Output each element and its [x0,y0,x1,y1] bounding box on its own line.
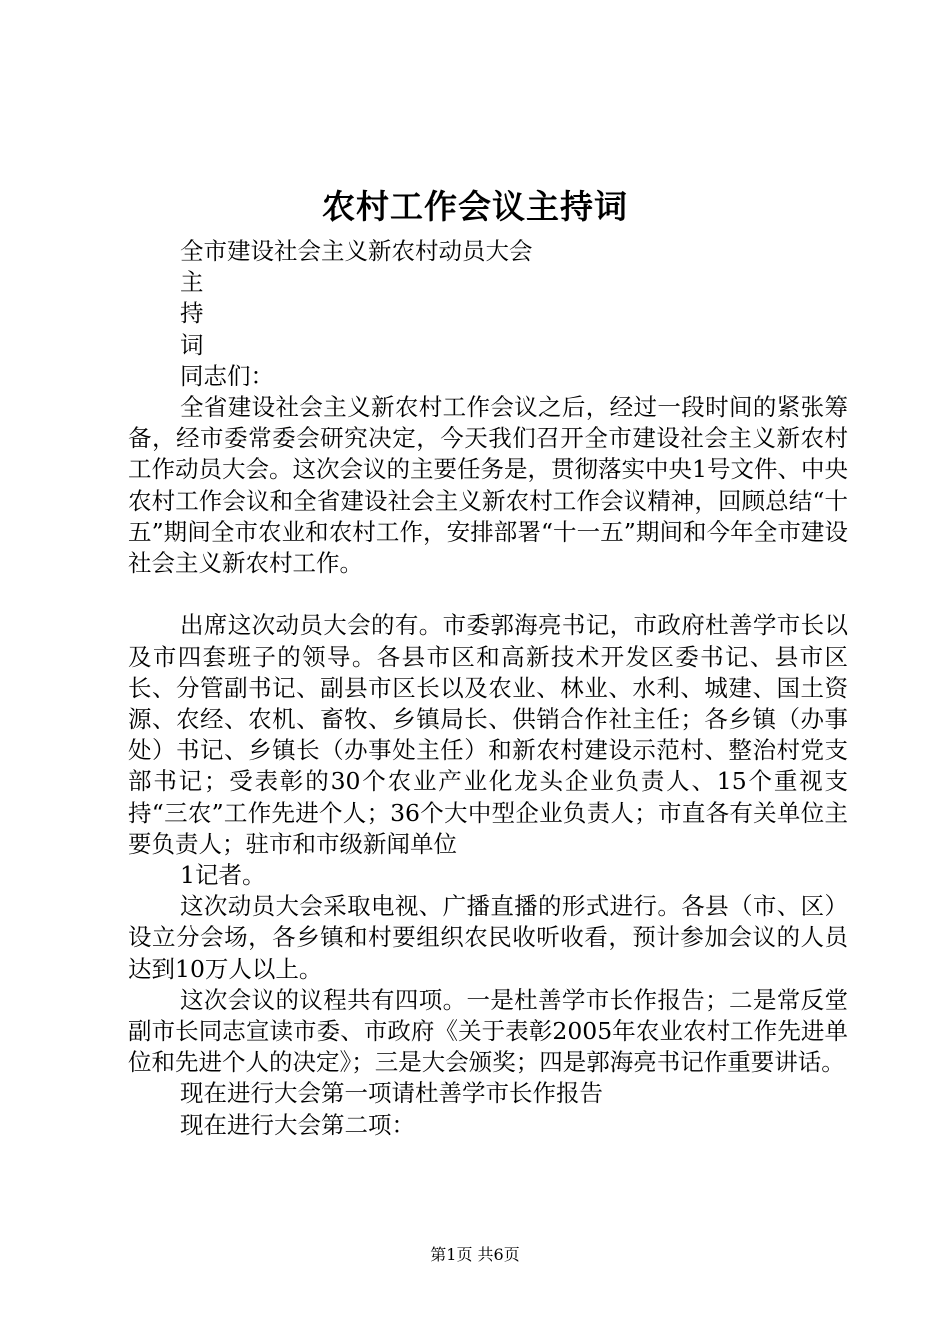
heading-char-1: 主 [180,268,204,297]
page-footer: 第1页 共6页 [430,1245,520,1264]
paragraph-gap [128,579,848,610]
paragraph-opening: 全省建设社会主义新农村工作会议之后，经过一段时间的紧张筹备，经市委常委会研究决定，今天我们召开全市建设社会主义新农村工作动员大会。这次会议的主要任务是，贯彻落实中央1号文件、中央农村工作会议和全省建设社会主义新农村工作会议精神，回顾总结“十五”期间全市农业和农村工作，安排部署“十一五”期间和今年全市建设社会主义新农村工作。 [128,392,848,577]
closing-line-1: 现在进行大会第一项请杜善学市长作报告 [180,1079,603,1108]
heading-char-2: 持 [180,299,204,328]
paragraph-broadcast: 这次动员大会采取电视、广播直播的形式进行。各县（市、区）设立分会场，各乡镇和村要组织农民收听收看，预计参加会议的人员达到10万人以上。 [128,892,848,983]
paragraph-agenda: 这次会议的议程共有四项。一是杜善学市长作报告；二是常反堂副市长同志宣读市委、市政府《关于表彰2005年农业农村工作先进单位和先进个人的决定》；三是大会颁奖；四是郭海亮书记作重要讲话。 [128,985,848,1077]
document-body [128,236,848,1141]
heading-char-3: 词 [180,330,204,359]
closing-line-2: 现在进行大会第二项： [180,1110,415,1139]
document-title: 农村工作会议主持词 [322,187,628,226]
paragraph-attendees: 出席这次动员大会的有。市委郭海亮书记，市政府杜善学市长以及市四套班子的领导。各县市区和高新技术开发区委书记、县市区长、分管副书记、副县市区长以及农业、林业、水利、城建、国土资源、农经、农机、畜牧、乡镇局长、供销合作社主任；各乡镇（办事处）书记、乡镇长（办事处主任）和新农村建设示范村、整治村党支部书记；受表彰的30个农业产业化龙头企业负责人、15个重视支持“三农”工作先进个人；36个大中型企业负责人；市直各有关单位主要负责人；驻市和市级新闻单位 [128,611,848,858]
paragraph-fragment: 1记者。 [180,860,266,889]
subtitle: 全市建设社会主义新农村动员大会 [180,237,533,265]
salutation: 同志们： [180,361,274,390]
